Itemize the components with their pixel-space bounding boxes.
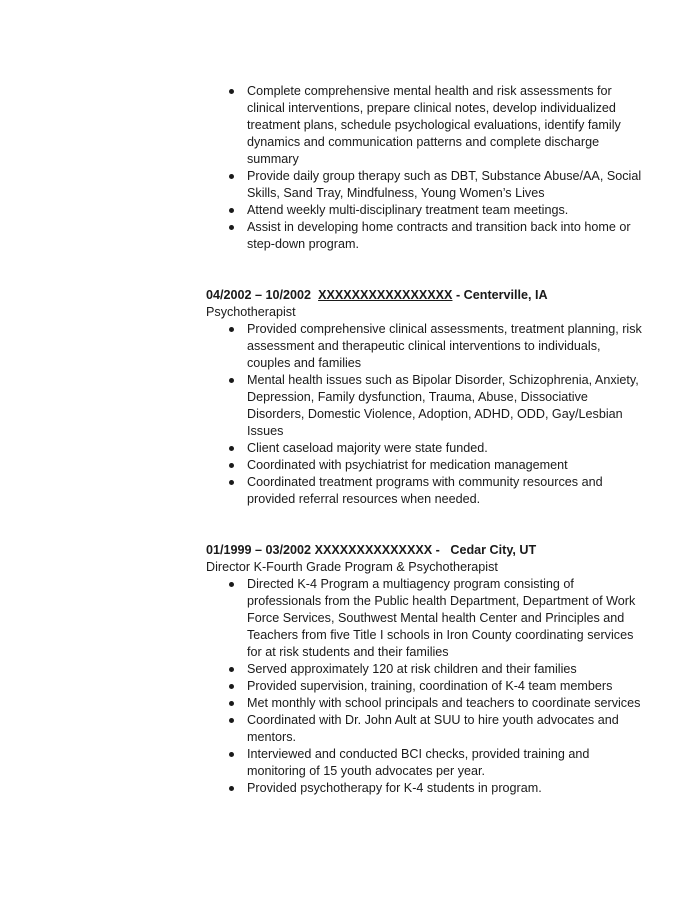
list-item: Client caseload majority were state funded. [247,440,646,457]
job-header [206,542,646,559]
list-item: Provided supervision, training, coordination of K-4 team members [247,678,646,695]
intro-bullet-list [206,83,646,253]
list-item: Mental health issues such as Bipolar Disorder, Schizophrenia, Anxiety, Depression, Family dysfunction, Trauma, Abuse, Dissociative Disorders, Domestic Violence, Adoption, ADHD, ODD, Gay/Lesbian Issues [247,372,646,440]
job-company: XXXXXXXXXXXXXX [314,543,433,557]
list-item: Coordinated treatment programs with community resources and provided referral resources when needed. [247,474,646,508]
job-header [206,287,646,304]
job-title: Director K-Fourth Grade Program & Psychotherapist [206,560,498,574]
list-item: Provided psychotherapy for K-4 students in program. [247,780,646,797]
list-item: Provide daily group therapy such as DBT, Substance Abuse/AA, Social Skills, Sand Tray, Mindfulness, Young Women’s Lives [247,168,646,202]
list-item: Assist in developing home contracts and transition back into home or step-down program. [247,219,646,253]
job-location: - Centerville, IA [452,288,548,302]
list-item: Directed K-4 Program a multiagency program consisting of professionals from the Public health Department, Department of Work Force Services, Southwest Mental health Center and Principles and Teachers from five Title I schools in Iron County coordinating services for at risk students and their families [247,576,646,661]
list-item: Met monthly with school principals and teachers to coordinate services [247,695,646,712]
job-dates: 01/1999 – 03/2002 [206,543,312,557]
list-item: Complete comprehensive mental health and risk assessments for clinical interventions, prepare clinical notes, develop individualized treatment plans, schedule psychological evaluations, identify family dynamics and communication patterns and complete discharge summary [247,83,646,168]
list-item: Coordinated with psychiatrist for medication management [247,457,646,474]
job-bullet-list [206,576,646,797]
section-spacer [206,253,646,287]
list-item: Coordinated with Dr. John Ault at SUU to hire youth advocates and mentors. [247,712,646,746]
resume-page [206,83,646,797]
section-spacer [206,508,646,542]
list-item: Provided comprehensive clinical assessments, treatment planning, risk assessment and therapeutic clinical interventions to individuals, couples and families [247,321,646,372]
job-entry-centerville [206,287,646,508]
job-entry-cedar-city [206,542,646,797]
job-dates: 04/2002 – 10/2002 [206,288,312,302]
list-item: Interviewed and conducted BCI checks, provided training and monitoring of 15 youth advocates per year. [247,746,646,780]
job-company: XXXXXXXXXXXXXXXX [318,288,453,302]
job-bullet-list [206,321,646,508]
job-location: - Cedar City, UT [432,543,537,557]
job-title: Psychotherapist [206,305,296,319]
list-item: Attend weekly multi-disciplinary treatment team meetings. [247,202,646,219]
list-item: Served approximately 120 at risk children and their families [247,661,646,678]
